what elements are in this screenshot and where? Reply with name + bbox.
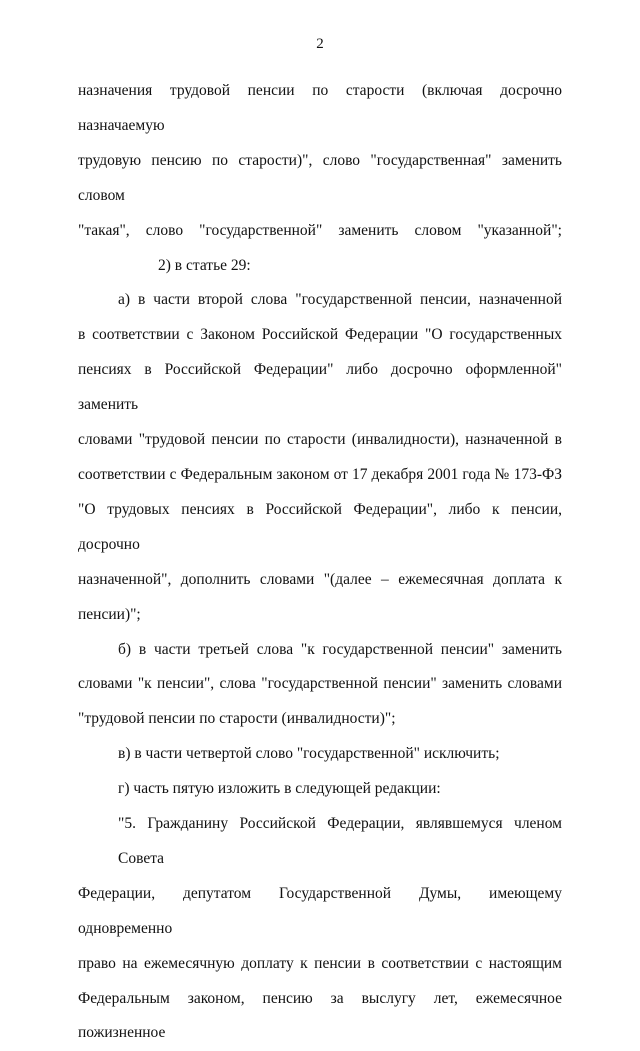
- paragraph: [78, 283, 562, 632]
- document-body: [78, 74, 562, 1051]
- text-line: а) в части второй слова "государственной пенсии, назначенной: [118, 291, 562, 309]
- text-line: соответствии с Федеральным законом от 17 декабря 2001 года № 173-ФЗ: [78, 465, 562, 483]
- text-line: пенсии)";: [78, 605, 141, 623]
- text-line: в соответствии с Законом Российской Федерации "О государственных: [78, 326, 562, 344]
- text-line: трудовую пенсию по старости)", слово "государственная" заменить словом: [78, 151, 562, 204]
- page-number: 2: [316, 36, 324, 52]
- text-line: 2) в статье 29:: [158, 256, 251, 274]
- paragraph: [78, 249, 562, 284]
- text-line: назначения трудовой пенсии по старости (включая досрочно назначаемую: [78, 82, 562, 134]
- paragraph: [78, 737, 562, 772]
- text-line: Федерации, депутатом Государственной Думы, имеющему одновременно: [78, 884, 562, 937]
- text-line: в) в части четвертой слово "государственной" исключить;: [118, 745, 500, 763]
- text-line: г) часть пятую изложить в следующей редакции:: [118, 780, 441, 798]
- paragraph: [78, 772, 562, 807]
- text-line: "5. Гражданину Российской Федерации, являвшемуся членом Совета: [118, 815, 562, 867]
- text-line: право на ежемесячную доплату к пенсии в соответствии с настоящим: [78, 954, 562, 972]
- text-line: Федеральным законом, пенсию за выслугу лет, ежемесячное пожизненное: [78, 989, 562, 1042]
- text-line: пенсиях в Российской Федерации" либо досрочно оформленной" заменить: [78, 361, 562, 414]
- paragraph: [78, 74, 562, 249]
- paragraph: [78, 807, 562, 1051]
- paragraph: [78, 633, 562, 738]
- text-line: назначенной", дополнить словами "(далее – ежемесячная доплата к: [78, 570, 562, 588]
- text-line: словами "к пенсии", слова "государственной пенсии" заменить словами: [78, 675, 562, 693]
- text-line: "трудовой пенсии по старости (инвалидности)";: [78, 710, 396, 728]
- text-line: словами "трудовой пенсии по старости (инвалидности), назначенной в: [78, 431, 562, 449]
- text-line: б) в части третьей слова "к государственной пенсии" заменить: [118, 640, 562, 658]
- text-line: "О трудовых пенсиях в Российской Федерации", либо к пенсии, досрочно: [78, 500, 562, 553]
- text-line: "такая", слово "государственной" заменить словом "указанной";: [78, 221, 562, 239]
